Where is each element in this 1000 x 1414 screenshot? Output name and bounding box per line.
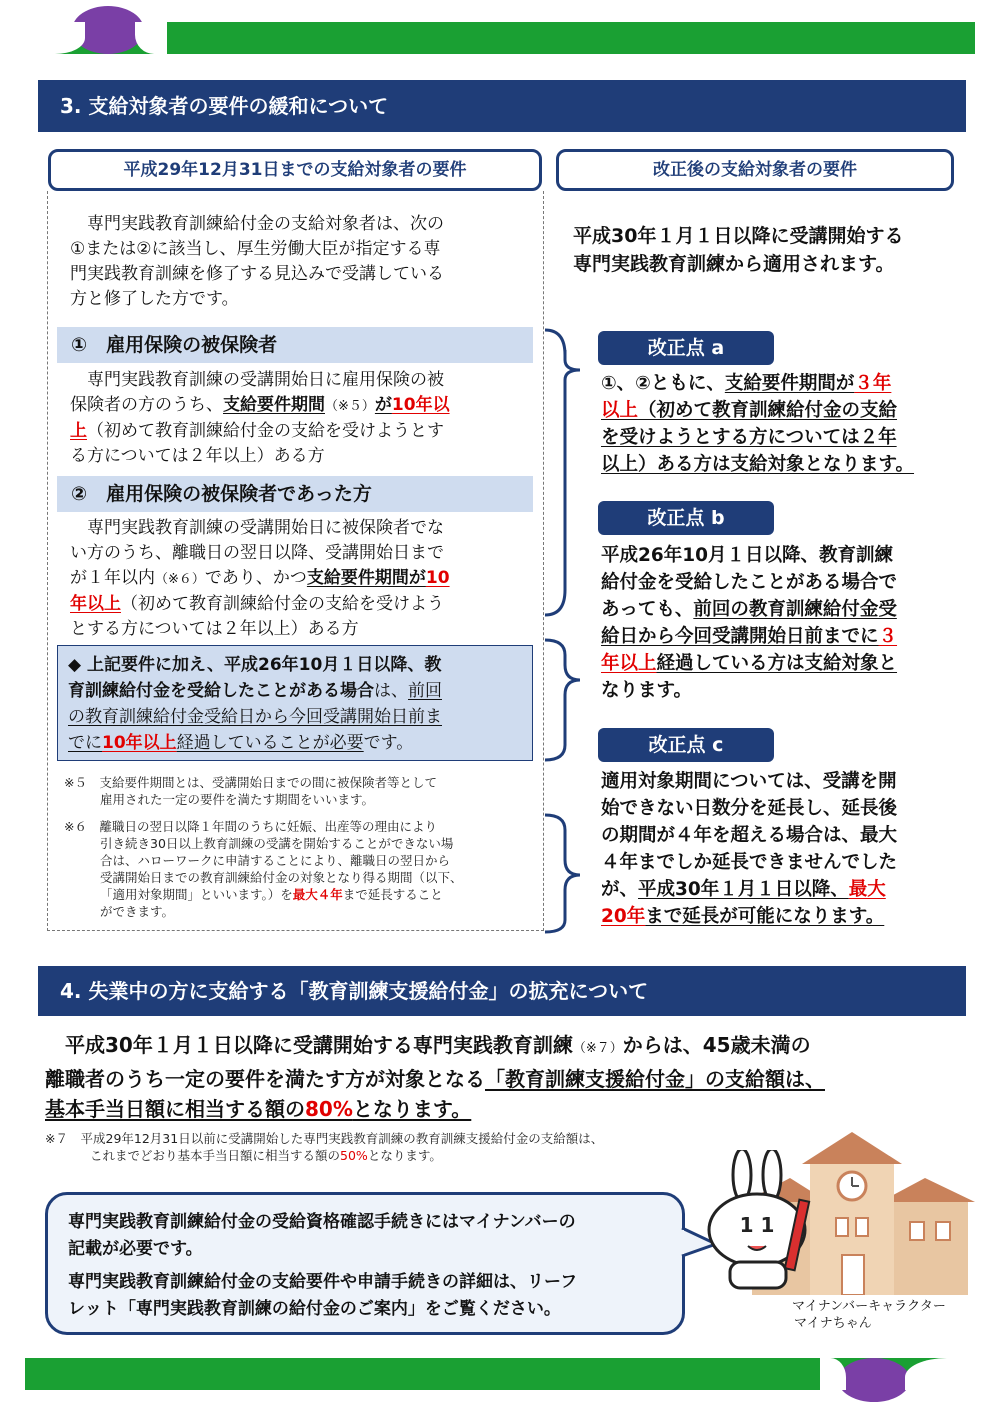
mascot-caption: マイナンバーキャラクター マイナちゃん <box>792 1299 946 1331</box>
right-tab: 改正後の支給対象者の要件 <box>556 149 954 191</box>
right-intro: 平成30年１月１日以降に受講開始する 専門実践教育訓練から適用されます。 <box>573 225 904 275</box>
bottom-purple-blob <box>838 1358 910 1402</box>
footnote-7: ※７ 平成29年12月31日以前に受講開始した専門実践教育訓練の教育訓練支援給付金の支給額は、 これまでどおり基本手当日額に相当する額の50%となります。 <box>45 1131 604 1163</box>
brace-b <box>545 640 580 760</box>
point-b-label: 改正点 b <box>598 501 774 535</box>
additional-requirement-box: ◆ 上記要件に加え、平成26年10月１日以降、教 育訓練給付金を受給したことがある場合は、前回 の教育訓練給付金受給日から今回受講開始日前ま でに10年以上経過していることが必要です。 <box>57 645 533 761</box>
myna-chan-mascot-icon <box>700 1150 820 1290</box>
right-roof <box>880 1178 975 1202</box>
top-white-notch <box>25 22 85 54</box>
left-tab: 平成29年12月31日までの支給対象者の要件 <box>48 149 542 191</box>
footnote-6: ※６ 離職日の翌日以降１年間のうちに妊娠、出産等の理由により 引き続き30日以上教育訓練の受講を開始することができない場 合は、ハローワークに申請することにより、離職日の翌日から 受講開始日までの教育訓練給付金の対象となり得る期間（以下、 「適用対象期間」といいます。）を最大４年まで延長すること ができます。 <box>64 819 463 919</box>
intro-paragraph: 専門実践教育訓練給付金の支給対象者は、次の ①または②に該当し、厚生労働大臣が指定する専 門実践教育訓練を修了する見込みで受講している 方と修了した方です。 <box>70 214 444 309</box>
top-green-band <box>25 22 975 54</box>
point-b-text: 平成26年10月１日以降、教育訓練 給付金を受給したことがある場合で あっても、前回の教育訓練給付金受 給日から今回受講開始日前までに３ 年以上経過している方は支給対象と なります。 <box>601 545 898 701</box>
window <box>910 1222 924 1240</box>
point-a-label: 改正点 a <box>598 331 774 365</box>
item2-text: 専門実践教育訓練の受講開始日に被保険者でな い方のうち、離職日の翌日以降、受講開始日まで が１年以内（※６）であり、かつ支給要件期間が10 年以上（初めて教育訓練給付金の支給を受けよう とする方については２年以上）ある方 <box>70 518 450 639</box>
footnote-5: ※５ 支給要件期間とは、受講開始日までの間に被保険者等として 雇用された一定の要件を満たす期間をいいます。 <box>64 775 438 807</box>
section-4-header: 4. 失業中の方に支給する「教育訓練支援給付金」の拡充について <box>38 966 966 1016</box>
section-3-header: 3. 支給対象者の要件の緩和について <box>38 80 966 132</box>
point-c-text: 適用対象期間については、受講を開 始できない日数分を延長し、延長後 の期間が４年を超える場合は、最大 ４年までしか延長できませんでした が、平成30年１月１日以降、最大 20年まで延長が可能になります。 <box>601 771 898 927</box>
door <box>842 1255 864 1295</box>
brace-a <box>545 330 580 615</box>
section-4-body: 平成30年１月１日以降に受講開始する専門実践教育訓練（※７）からは、45歳未満の 離職者のうち一定の要件を満たす方が対象となる「教育訓練支援給付金」の支給額は、 基本手当日額に相当する額の80%となります。 <box>45 1033 825 1121</box>
mascot-eyes: 1 1 <box>739 1213 775 1237</box>
brace-connectors <box>540 320 600 940</box>
window <box>836 1218 848 1236</box>
window <box>856 1218 868 1236</box>
item2-heading: ② 雇用保険の被保険者であった方 <box>57 476 533 512</box>
building-right-wing <box>888 1200 968 1295</box>
window <box>936 1222 950 1240</box>
mynumber-notice-bubble: 専門実践教育訓練給付金の受給資格確認手続きにはマイナンバーの 記載が必要です。 専門実践教育訓練給付金の支給要件や申請手続きの詳細は、リーフ レット「専門実践教育訓練の給付金のご案内」をご覧ください。 <box>45 1192 685 1335</box>
item1-heading: ① 雇用保険の被保険者 <box>57 327 533 363</box>
brace-c <box>545 815 580 932</box>
point-c-label: 改正点 c <box>598 728 774 762</box>
item1-text: 専門実践教育訓練の受講開始日に雇用保険の被 保険者の方のうち、支給要件期間（※５）が10年以 上（初めて教育訓練給付金の支給を受けようとす る方については２年以上）ある方 <box>70 370 450 466</box>
point-a-text: ①、②ともに、支給要件期間が３年 以上（初めて教育訓練給付金の支給 を受けようとする方については２年 以上）ある方は支給対象となります。 <box>601 373 915 475</box>
